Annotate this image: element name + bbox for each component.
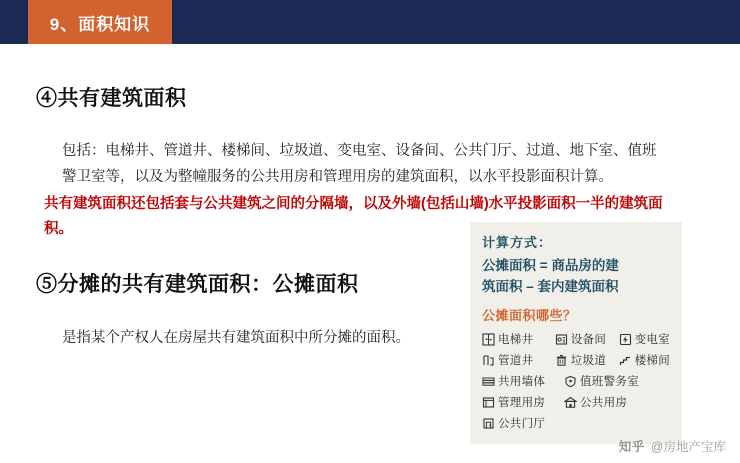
card-item-label: 楼梯间 xyxy=(634,355,670,367)
card-item-label: 公共门厅 xyxy=(498,418,546,430)
card-item-label: 管理用房 xyxy=(498,397,546,409)
card-item xyxy=(482,331,555,347)
author-label: @房地产宝库 xyxy=(650,440,726,454)
trash-icon xyxy=(555,354,568,367)
card-title: 计算方式： xyxy=(482,235,553,250)
card-item xyxy=(482,373,564,389)
section-tab xyxy=(28,0,172,44)
elevator-icon xyxy=(482,333,495,346)
card-item-label: 变电室 xyxy=(634,334,670,346)
card-item-label: 管道井 xyxy=(498,355,534,367)
card-item-label: 电梯井 xyxy=(498,334,534,346)
card-row xyxy=(482,331,670,347)
header-bar xyxy=(0,0,740,44)
card-item-label: 共用墙体 xyxy=(498,376,546,388)
transformer-icon xyxy=(619,333,632,346)
watermark xyxy=(619,437,726,455)
card-item xyxy=(564,373,639,389)
wall-icon xyxy=(482,375,495,388)
card-item-label: 垃圾道 xyxy=(570,355,607,367)
public-room-icon xyxy=(564,396,577,409)
card-formula xyxy=(482,255,670,297)
card-item-label: 设备间 xyxy=(570,334,607,346)
card-formula-line-2: 筑面积 – 套内建筑面积 xyxy=(482,279,619,294)
equipment-icon xyxy=(555,333,568,346)
card-subtitle: 公摊面积哪些？ xyxy=(482,308,577,323)
paragraph-highlight: 共有建筑面积还包括套与公共建筑之间的分隔墙，以及外墙(包括山墙)水平投影面积一半的建筑面积。 xyxy=(44,196,663,237)
calculation-info-card xyxy=(470,222,682,444)
card-formula-line-1: 公摊面积 = 商品房的建 xyxy=(482,258,619,273)
card-item xyxy=(619,331,670,347)
card-item-grid xyxy=(482,331,670,431)
slide-content xyxy=(0,44,740,463)
card-item xyxy=(555,352,619,368)
section-tab-label: 9、面积知识 xyxy=(49,14,151,34)
heading-shared-building-area: ④共有建筑面积 xyxy=(36,87,187,110)
pipe-icon xyxy=(482,354,495,367)
card-item-label: 值班警务室 xyxy=(580,376,639,388)
card-row xyxy=(482,415,670,431)
card-row xyxy=(482,352,670,368)
card-item xyxy=(564,394,627,410)
paragraph-apportioned-area: 是指某个产权人在房屋共有建筑面积中所分摊的面积。 xyxy=(62,330,410,346)
guard-icon xyxy=(564,375,577,388)
platform-label: 知乎 xyxy=(618,440,645,454)
lobby-icon xyxy=(482,417,495,430)
card-item-label: 公共用房 xyxy=(580,397,628,409)
card-row xyxy=(482,394,670,410)
heading-apportioned-area: ⑤分摊的共有建筑面积：公摊面积 xyxy=(36,273,359,296)
paragraph-shared-building-area: 包括：电梯井、管道井、楼梯间、垃圾道、变电室、设备间、公共门厅、过道、地下室、值班警卫室等，以及为整幢服务的公共用房和管理用房的建筑面积，以水平投影面积计算。 xyxy=(62,143,657,185)
card-item xyxy=(482,352,555,368)
card-item xyxy=(482,415,564,431)
card-row xyxy=(482,373,670,389)
management-icon xyxy=(482,396,495,409)
card-item xyxy=(482,394,564,410)
card-item xyxy=(619,352,670,368)
card-item xyxy=(555,331,619,347)
stairs-icon xyxy=(619,354,632,367)
